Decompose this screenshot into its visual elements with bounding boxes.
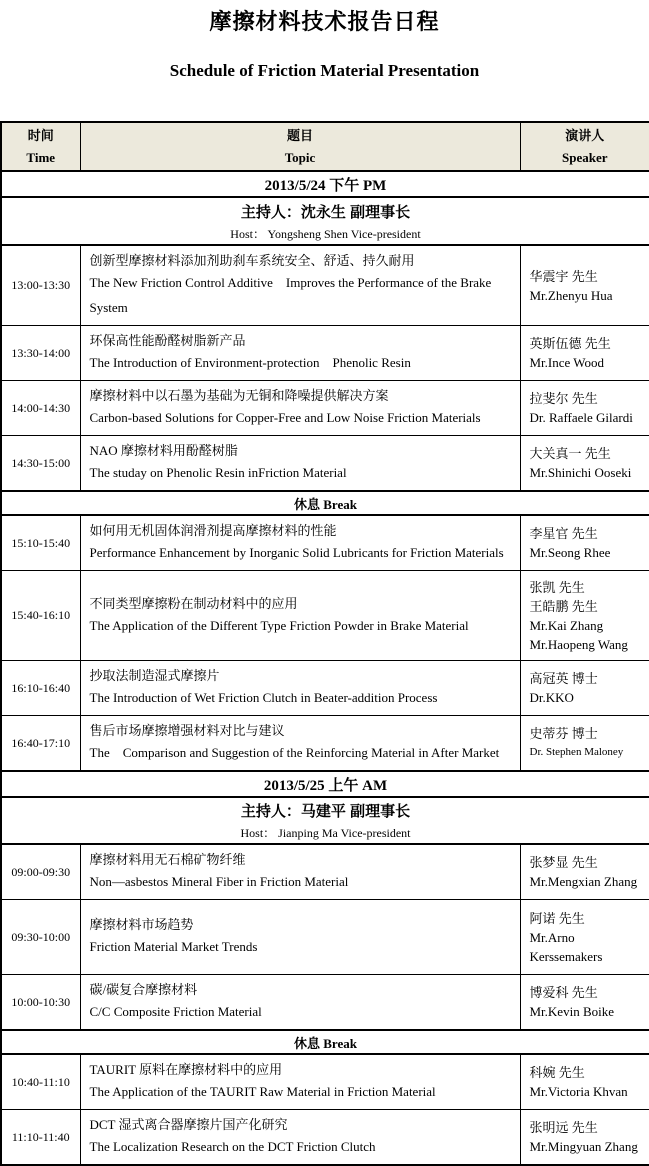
host-cell [1,797,649,844]
time-range: 15:10-15:40 [11,536,70,550]
time-range: 13:00-13:30 [11,278,70,292]
topic-lines [81,1110,520,1164]
topic-lines [81,516,520,570]
speaker-line: 英斯伍德 先生 [530,334,641,353]
time-range: 10:40-11:10 [12,1075,70,1089]
talk-row [1,381,649,436]
time-cell [1,326,80,381]
break-row [1,491,649,515]
break-cell: 休息 Break [1,491,649,515]
time-range: 09:30-10:00 [11,930,70,944]
break-cell: 休息 Break [1,1030,649,1054]
topic-cell [80,515,520,571]
topic-cell [80,436,520,492]
topic-lines [81,589,520,643]
speaker-cell [520,975,649,1031]
topic-cell [80,245,520,326]
talk-row [1,844,649,900]
topic-lines [81,975,520,1029]
schedule-header [1,122,649,171]
col-header-time [1,122,80,171]
col-header-time-en: Time [2,147,80,169]
host-row [1,797,649,844]
speaker-lines [521,519,649,567]
speaker-lines [521,439,649,487]
time-range: 13:30-14:00 [11,346,70,360]
topic-cell [80,571,520,661]
speaker-lines [521,1113,649,1161]
topic-zh: 不同类型摩擦粉在制动材料中的应用 [90,594,511,613]
topic-en: Performance Enhancement by Inorganic Solid Lubricants for Friction Materials [90,540,511,565]
topic-lines [81,381,520,435]
speaker-line: 大关真一 先生 [530,444,641,463]
topic-lines [81,910,520,964]
time-cell [1,716,80,772]
host-name-zh: 主持人：马建平 副理事长 [2,798,649,824]
speaker-lines [521,262,649,310]
topic-lines [81,661,520,715]
speaker-line: 史蒂芬 博士 [530,724,641,743]
speaker-cell [520,326,649,381]
speaker-cell [520,381,649,436]
speaker-line: 科婉 先生 [530,1063,641,1082]
topic-lines [81,1055,520,1109]
col-header-topic-en: Topic [81,147,520,169]
topic-cell [80,716,520,772]
topic-cell [80,975,520,1031]
topic-cell [80,900,520,975]
col-header-speaker-zh: 演讲人 [521,125,649,147]
time-cell [1,661,80,716]
topic-en: The Localization Research on the DCT Friction Clutch [90,1134,511,1159]
speaker-cell [520,515,649,571]
topic-en: C/C Composite Friction Material [90,999,511,1024]
host-row [1,197,649,245]
speaker-line: Mr.Seong Rhee [530,543,641,562]
topic-en: The Application of the Different Type Friction Powder in Brake Material [90,613,511,638]
speaker-lines [521,978,649,1026]
col-header-topic-zh: 题目 [81,125,520,147]
topic-en: The studay on Phenolic Resin inFriction Material [90,460,511,485]
speaker-lines [521,904,649,971]
talk-row [1,716,649,772]
time-cell [1,844,80,900]
talk-row [1,661,649,716]
topic-cell [80,1110,520,1166]
host-name-en: Host： Yongsheng Shen Vice-president [2,225,649,244]
speaker-cell [520,436,649,492]
topic-en: Friction Material Market Trends [90,934,511,959]
speaker-line: Kerssemakers [530,947,641,966]
topic-zh: 抄取法制造湿式摩擦片 [90,666,511,685]
topic-cell [80,844,520,900]
speaker-line: Mr.Ince Wood [530,353,641,372]
talk-row [1,1054,649,1110]
session-date-cell: 2013/5/25 上午 AM [1,771,649,797]
speaker-line: Mr.Kai Zhang [530,616,641,635]
speaker-line: Dr.KKO [530,688,641,707]
page-title: 摩擦材料技术报告日程 [0,5,649,36]
speaker-lines [521,664,649,712]
topic-zh: 碳/碳复合摩擦材料 [90,980,511,999]
topic-lines [81,436,520,490]
speaker-cell [520,1054,649,1110]
break-row [1,1030,649,1054]
col-header-topic [80,122,520,171]
talk-row [1,326,649,381]
speaker-line: 拉斐尔 先生 [530,389,641,408]
speaker-line: 王皓鹏 先生 [530,597,641,616]
topic-zh: 摩擦材料市场趋势 [90,915,511,934]
topic-zh: 摩擦材料用无石棉矿物纤维 [90,850,511,869]
host-name-zh: 主持人：沈永生 副理事长 [2,199,649,225]
col-header-speaker [520,122,649,171]
time-range: 14:30-15:00 [11,456,70,470]
topic-zh: 摩擦材料中以石墨为基础为无铜和降噪提供解决方案 [90,386,511,405]
time-range: 16:40-17:10 [11,736,70,750]
talk-row [1,571,649,661]
speaker-cell [520,571,649,661]
topic-lines [81,246,520,325]
time-cell [1,436,80,492]
topic-cell [80,381,520,436]
speaker-cell [520,245,649,326]
speaker-lines [521,1058,649,1106]
talk-row [1,1110,649,1166]
speaker-line: Dr. Stephen Maloney [530,743,641,762]
page-subtitle: Schedule of Friction Material Presentation [0,61,649,81]
topic-lines [81,716,520,770]
speaker-line: Mr.Shinichi Ooseki [530,463,641,482]
speaker-line: Mr.Victoria Khvan [530,1082,641,1101]
speaker-cell [520,661,649,716]
speaker-line: Dr. Raffaele Gilardi [530,408,641,427]
topic-zh: 创新型摩擦材料添加剂助刹车系统安全、舒适、持久耐用 [90,251,511,270]
speaker-lines [521,848,649,896]
topic-en: Carbon-based Solutions for Copper-Free and Low Noise Friction Materials [90,405,511,430]
speaker-line: 张凯 先生 [530,578,641,597]
time-cell [1,245,80,326]
speaker-line: Mr.Kevin Boike [530,1002,641,1021]
topic-cell [80,661,520,716]
speaker-line: Mr.Mingyuan Zhang [530,1137,641,1156]
topic-zh: 如何用无机固体润滑剂提高摩擦材料的性能 [90,521,511,540]
time-range: 14:00-14:30 [11,401,70,415]
speaker-lines [521,573,649,659]
col-header-time-zh: 时间 [2,125,80,147]
topic-en: The New Friction Control Additive Improves the Performance of the Brake System [90,270,511,320]
topic-zh: 售后市场摩擦增强材料对比与建议 [90,721,511,740]
time-range: 10:00-10:30 [11,995,70,1009]
time-cell [1,1054,80,1110]
topic-en: Non—asbestos Mineral Fiber in Friction Material [90,869,511,894]
speaker-cell [520,716,649,772]
topic-zh: TAURIT 原料在摩擦材料中的应用 [90,1060,511,1079]
topic-zh: NAO 摩擦材料用酚醛树脂 [90,441,511,460]
topic-en: The Introduction of Wet Friction Clutch in Beater-addition Process [90,685,511,710]
speaker-lines [521,329,649,377]
schedule-body [1,171,649,1165]
time-cell [1,571,80,661]
col-header-speaker-en: Speaker [521,147,649,169]
talk-row [1,245,649,326]
section-row [1,771,649,797]
topic-zh: DCT 湿式离合器摩擦片国产化研究 [90,1115,511,1134]
time-cell [1,515,80,571]
speaker-line: 阿诺 先生 [530,909,641,928]
speaker-cell [520,844,649,900]
host-cell [1,197,649,245]
host-name-en: Host： Jianping Ma Vice-president [2,824,649,843]
topic-en: The Comparison and Suggestion of the Reinforcing Material in After Market [90,740,511,765]
speaker-line: 张明远 先生 [530,1118,641,1137]
topic-lines [81,845,520,899]
talk-row [1,900,649,975]
speaker-line: Mr.Haopeng Wang [530,635,641,654]
speaker-line: 博爱科 先生 [530,983,641,1002]
speaker-line: 张梦显 先生 [530,853,641,872]
time-cell [1,381,80,436]
time-range: 15:40-16:10 [11,608,70,622]
schedule-table [0,121,649,1166]
speaker-line: Mr.Mengxian Zhang [530,872,641,891]
time-range: 09:00-09:30 [11,865,70,879]
speaker-line: 高冠英 博士 [530,669,641,688]
topic-en: The Application of the TAURIT Raw Material in Friction Material [90,1079,511,1104]
topic-en: The Introduction of Environment-protection Phenolic Resin [90,350,511,375]
speaker-line: Mr.Arno [530,928,641,947]
topic-zh: 环保高性能酚醛树脂新产品 [90,331,511,350]
speaker-cell [520,900,649,975]
session-date-cell: 2013/5/24 下午 PM [1,171,649,197]
speaker-cell [520,1110,649,1166]
topic-cell [80,1054,520,1110]
speaker-lines [521,384,649,432]
time-range: 16:10-16:40 [11,681,70,695]
topic-cell [80,326,520,381]
speaker-line: 华震宇 先生 [530,267,641,286]
speaker-line: 李星官 先生 [530,524,641,543]
section-row [1,171,649,197]
talk-row [1,436,649,492]
talk-row [1,975,649,1031]
header-row [1,122,649,171]
speaker-lines [521,719,649,767]
talk-row [1,515,649,571]
time-cell [1,975,80,1031]
time-cell [1,900,80,975]
time-cell [1,1110,80,1166]
topic-lines [81,326,520,380]
speaker-line: Mr.Zhenyu Hua [530,286,641,305]
time-range: 11:10-11:40 [12,1130,70,1144]
